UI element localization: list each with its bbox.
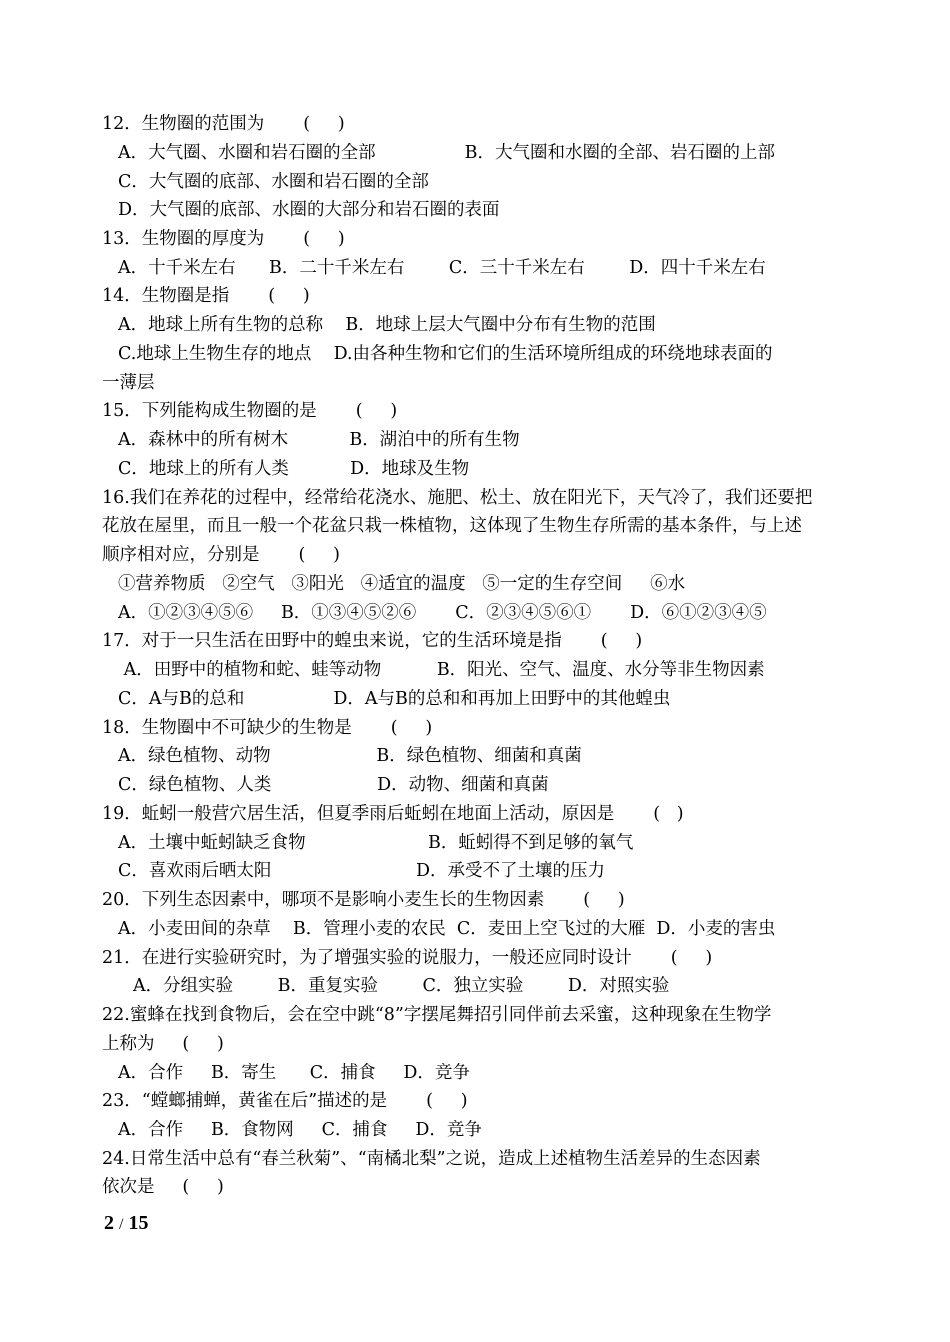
text-line: A．土壤中蚯蚓缺乏食物 B．蚯蚓得不到足够的氧气 bbox=[118, 833, 634, 853]
text-line: C．大气圈的底部、水圈和岩石圈的全部 bbox=[118, 172, 429, 192]
text-line: C．A与B的总和 D．A与B的总和和再加上田野中的其他蝗虫 bbox=[118, 689, 671, 709]
text-line: 上称为 ( ) bbox=[102, 1034, 224, 1054]
text-line: A．合作 B．寄生 C．捕食 D．竞争 bbox=[118, 1063, 470, 1083]
text-line: A．田野中的植物和蛇、蛙等动物 B．阳光、空气、温度、水分等非生物因素 bbox=[118, 660, 765, 680]
text-line: 21．在进行实验研究时，为了增强实验的说服力，一般还应同时设计 ( ) bbox=[102, 948, 713, 968]
text-line: A．地球上所有生物的总称 B．地球上层大气圈中分布有生物的范围 bbox=[118, 315, 656, 335]
text-line: 24.日常生活中总有“春兰秋菊”、“南橘北梨”之说，造成上述植物生活差异的生态因素 bbox=[102, 1149, 761, 1169]
text-line: A．大气圈、水圈和岩石圈的全部 B．大气圈和水圈的全部、岩石圈的上部 bbox=[118, 143, 775, 163]
page-current: 2 bbox=[104, 1212, 114, 1234]
text-line: 20．下列生态因素中，哪项不是影响小麦生长的生物因素 ( ) bbox=[102, 890, 625, 910]
text-line: 23．“螳螂捕蝉，黄雀在后”描述的是 ( ) bbox=[102, 1091, 468, 1111]
text-line: C．地球上的所有人类 D．地球及生物 bbox=[118, 459, 470, 479]
text-line: A．合作 B．食物网 C．捕食 D．竞争 bbox=[118, 1120, 482, 1140]
page-separator: / bbox=[119, 1216, 124, 1233]
text-line: 一薄层 bbox=[102, 373, 155, 393]
text-line: A．①②③④⑤⑥ B．①③④⑤②⑥ C．②③④⑤⑥① D．⑥①②③④⑤ bbox=[118, 603, 767, 623]
page-number bbox=[104, 1212, 148, 1236]
text-line: 17．对于一只生活在田野中的蝗虫来说，它的生活环境是指 ( ) bbox=[102, 631, 643, 651]
text-line: 15．下列能构成生物圈的是 ( ) bbox=[102, 401, 398, 421]
text-line: 18．生物圈中不可缺少的生物是 ( ) bbox=[102, 718, 433, 738]
text-line: A．森林中的所有树木 B．湖泊中的所有生物 bbox=[118, 430, 520, 450]
text-line: C．喜欢雨后晒太阳 D．承受不了土壤的压力 bbox=[118, 861, 606, 881]
text-line: A．小麦田间的杂草 B．管理小麦的农民 C．麦田上空飞过的大雁 D．小麦的害虫 bbox=[118, 919, 776, 939]
text-line: 依次是 ( ) bbox=[102, 1177, 224, 1197]
text-line: C.地球上生物生存的地点 D.由各种生物和它们的生活环境所组成的环绕地球表面的 bbox=[118, 344, 773, 364]
text-line: D．大气圈的底部、水圈的大部分和岩石圈的表面 bbox=[118, 200, 500, 220]
text-line: 12．生物圈的范围为 ( ) bbox=[102, 114, 345, 134]
text-line: 花放在屋里，而且一般一个花盆只栽一株植物，这体现了生物生存所需的基本条件，与上述 bbox=[102, 516, 802, 536]
text-line: 14．生物圈是指 ( ) bbox=[102, 286, 310, 306]
page-total: 15 bbox=[128, 1212, 149, 1234]
text-line: 22.蜜蜂在找到食物后，会在空中跳“8”字摆尾舞招引同伴前去采蜜，这种现象在生物学 bbox=[102, 1005, 772, 1025]
text-line: 19．蚯蚓一般营穴居生活，但夏季雨后蚯蚓在地面上活动，原因是 ( ) bbox=[102, 804, 684, 824]
text-line: 顺序相对应，分别是 ( ) bbox=[102, 545, 340, 565]
text-line: A．十千米左右 B．二十千米左右 C．三十千米左右 D．四十千米左右 bbox=[118, 258, 766, 278]
text-line: 13．生物圈的厚度为 ( ) bbox=[102, 229, 345, 249]
text-line: A．分组实验 B．重复实验 C．独立实验 D．对照实验 bbox=[133, 976, 670, 996]
text-line: ①营养物质 ②空气 ③阳光 ④适宜的温度 ⑤一定的生存空间 ⑥水 bbox=[118, 574, 686, 594]
text-line: 16.我们在养花的过程中，经常给花浇水、施肥、松土、放在阳光下，天气冷了，我们还要把 bbox=[102, 488, 813, 508]
text-line: A．绿色植物、动物 B．绿色植物、细菌和真菌 bbox=[118, 746, 582, 766]
text-line: C．绿色植物、人类 D．动物、细菌和真菌 bbox=[118, 775, 549, 795]
